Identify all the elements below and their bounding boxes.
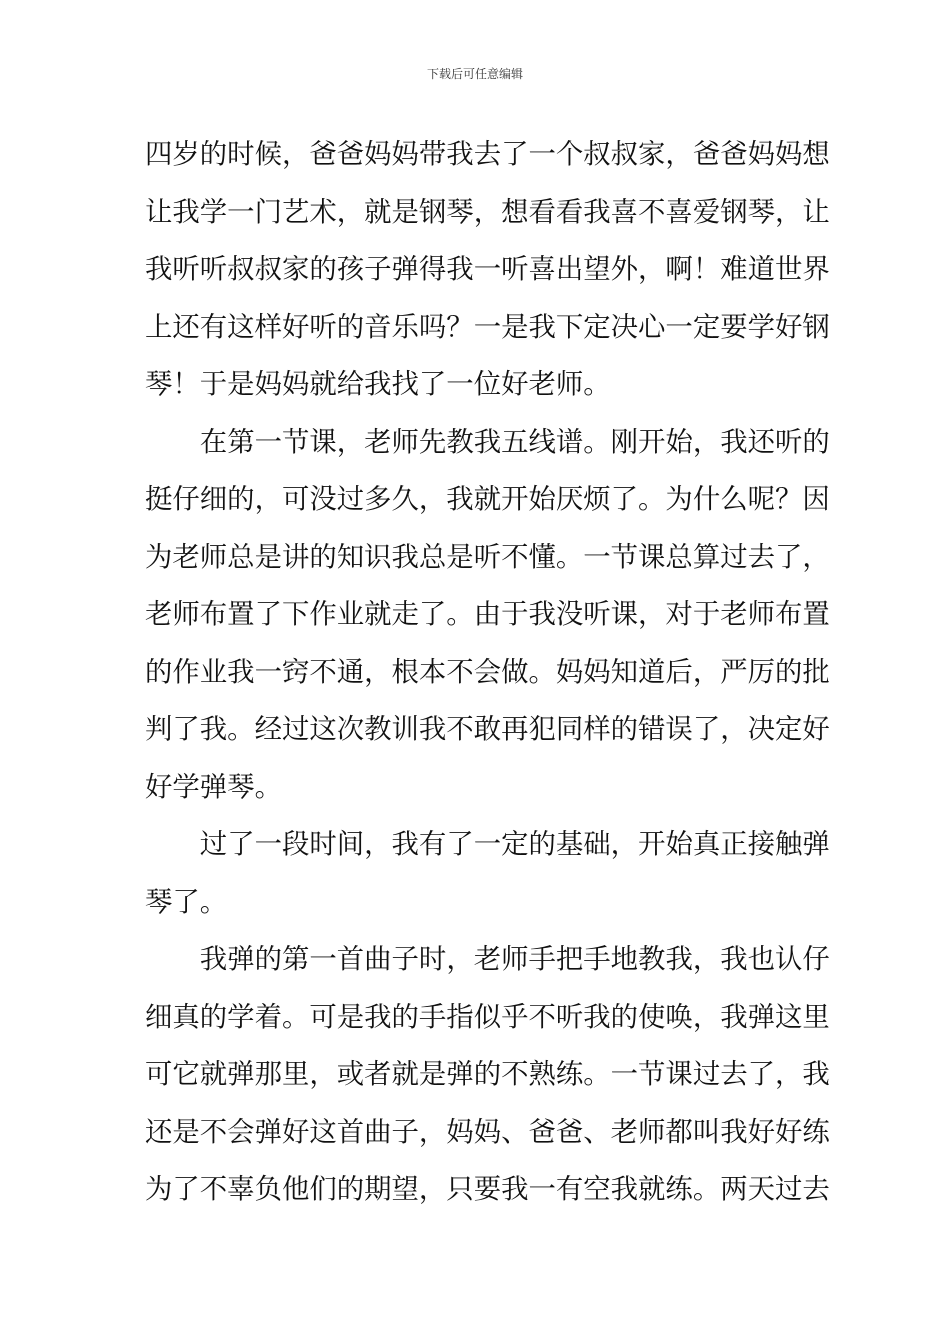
text-line: 挺仔细的，可没过多久，我就开始厌烦了。为什么呢？因 <box>145 484 830 515</box>
text-line: 好学弹琴。 <box>145 771 282 803</box>
paragraph-4 <box>145 931 830 1219</box>
text-line: 细真的学着。可是我的手指似乎不听我的使唤，我弹这里 <box>145 1001 830 1033</box>
text-line: 琴了。 <box>145 886 228 918</box>
text-line: 我弹的第一首曲子时，老师手把手地教我，我也认仔 <box>199 944 830 975</box>
text-line: 判了我。经过这次教训我不敢再犯同样的错误了，决定好 <box>145 714 830 745</box>
text-line: 还是不会弹好这首曲子，妈妈、爸爸、老师都叫我好好练 <box>145 1116 830 1148</box>
text-line: 过了一段时间，我有了一定的基础，开始真正接触弹 <box>199 829 830 860</box>
text-line: 为了不辜负他们的期望，只要我一有空我就练。两天过去 <box>145 1174 830 1205</box>
text-line: 为老师总是讲的知识我总是听不懂。一节课总算过去了， <box>145 541 830 573</box>
text-line: 我听听叔叔家的孩子弹得我一听喜出望外，啊！难道世界 <box>145 254 830 285</box>
paragraph-2 <box>145 414 830 817</box>
paragraph-1 <box>145 126 830 414</box>
text-line: 在第一节课，老师先教我五线谱。刚开始，我还听的 <box>199 426 830 458</box>
page-header: 下载后可任意编辑 <box>426 67 523 81</box>
text-line: 可它就弹那里，或者就是弹的不熟练。一节课过去了，我 <box>145 1059 830 1090</box>
text-line: 琴！于是妈妈就给我找了一位好老师。 <box>145 369 611 400</box>
text-line: 老师布置了下作业就走了。由于我没听课，对于老师布置 <box>145 599 830 630</box>
text-line: 的作业我一窍不通，根本不会做。妈妈知道后，严厉的批 <box>145 656 830 688</box>
paragraph-3 <box>145 816 830 931</box>
text-line: 上还有这样好听的音乐吗？一是我下定决心一定要学好钢 <box>145 311 830 343</box>
text-line: 让我学一门艺术，就是钢琴，想看看我喜不喜爱钢琴，让 <box>145 196 830 228</box>
text-line: 四岁的时候，爸爸妈妈带我去了一个叔叔家，爸爸妈妈想 <box>145 139 830 170</box>
document-body <box>145 126 830 1219</box>
